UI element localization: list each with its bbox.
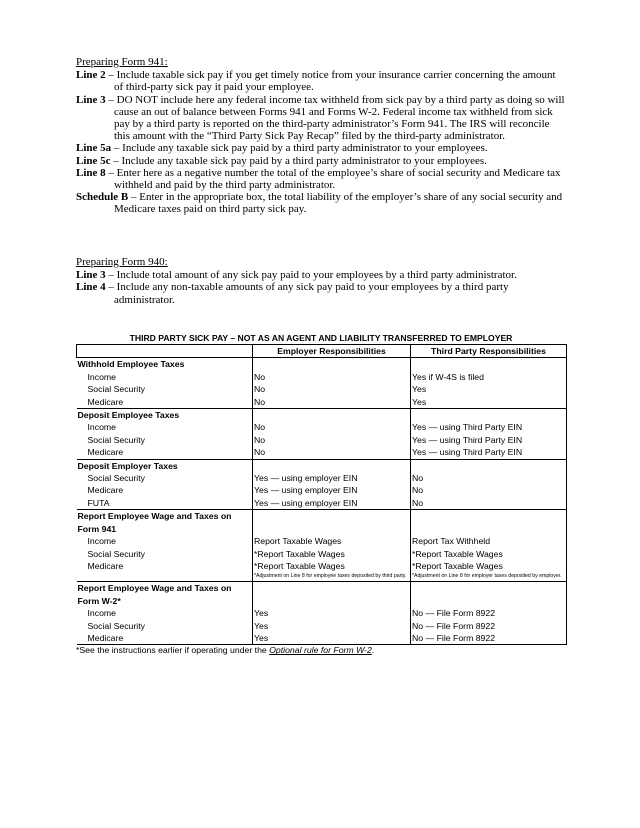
row-item: Income [77, 535, 253, 547]
row-item: Social Security [77, 434, 253, 446]
entry-text: – Enter in the appropriate box, the total liability of the employer’s share of any social security and Medicare taxes paid on third party sick pay. [114, 191, 563, 216]
table-header-row [77, 345, 567, 358]
row-item: Social Security [77, 383, 253, 395]
entry-text: – Enter here as a negative number the total of the employee’s share of social security and Medicare tax withheld and paid by the third party administrator. [105, 166, 561, 192]
group-empty-cell [253, 358, 411, 371]
form-941-entry [76, 142, 566, 154]
table-group-row [77, 409, 567, 422]
row-item: FUTA [77, 497, 253, 510]
sick-pay-table [76, 344, 567, 645]
table-row [77, 421, 567, 433]
third-party-value: No [411, 497, 567, 510]
note-cell: *Adjustment on Line 8 for employee taxes deposited by third party. [253, 572, 411, 582]
employer-value: Yes [253, 607, 411, 619]
employer-value: *Report Taxable Wages [253, 548, 411, 560]
employer-value: No [253, 434, 411, 446]
third-party-value: Yes — using Third Party EIN [411, 446, 567, 459]
entry-text: – Include taxable sick pay if you get timely notice from your insurance carrier concerning the amount of third-party sick pay it paid your employee. [105, 69, 556, 94]
third-party-value: No [411, 472, 567, 484]
table-row [77, 548, 567, 560]
third-party-value: Yes — using Third Party EIN [411, 421, 567, 433]
form-941-entry [76, 69, 566, 93]
table-row [77, 632, 567, 645]
group-empty-cell [253, 582, 411, 607]
table-group-row [77, 510, 567, 535]
table-row [77, 472, 567, 484]
group-name: Deposit Employer Taxes [77, 459, 253, 472]
form-941-entry [76, 167, 566, 191]
entry-label: Line 3 [76, 93, 106, 106]
entry-text: – Include total amount of any sick pay paid to your employees by a third party administrator. [105, 269, 517, 282]
entry-label: Line 8 [76, 166, 106, 179]
table-row [77, 371, 567, 383]
form-941-heading: Preparing Form 941: [76, 56, 168, 68]
employer-value: Yes [253, 620, 411, 632]
group-name: Withhold Employee Taxes [77, 358, 253, 371]
entry-label: Line 4 [76, 281, 106, 294]
table-title: THIRD PARTY SICK PAY – NOT AS AN AGENT AND LIABILITY TRANSFERRED TO EMPLOYER [129, 333, 513, 343]
note-cell: *Adjustment on Line 8 for employer taxes deposited by employer. [411, 572, 567, 582]
employer-value: Yes — using employer EIN [253, 472, 411, 484]
employer-value: Yes [253, 632, 411, 645]
group-empty-cell [411, 510, 567, 535]
row-item: Social Security [77, 548, 253, 560]
header-third-party: Third Party Responsibilities [411, 345, 567, 358]
table-row [77, 396, 567, 409]
third-party-value: No [411, 484, 567, 496]
row-item: Income [77, 421, 253, 433]
group-empty-cell [253, 409, 411, 422]
form-941-section [76, 56, 566, 216]
group-empty-cell [411, 358, 567, 371]
row-item: Social Security [77, 472, 253, 484]
form-940-entries [76, 269, 566, 306]
third-party-value: No — File Form 8922 [411, 607, 567, 619]
table-body [77, 358, 567, 645]
form-940-heading: Preparing Form 940: [76, 256, 168, 268]
entry-text: – Include any taxable sick pay paid by a third party administrator to your employees. [110, 154, 487, 167]
employer-value: No [253, 396, 411, 409]
form-940-entry [76, 269, 566, 281]
row-item: Income [77, 371, 253, 383]
third-party-value: No — File Form 8922 [411, 620, 567, 632]
table-row [77, 620, 567, 632]
header-employer: Employer Responsibilities [253, 345, 411, 358]
header-blank [77, 345, 253, 358]
footnote-suffix: . [371, 645, 375, 656]
row-item: Medicare [77, 396, 253, 409]
entry-label: Line 2 [76, 69, 106, 82]
table-group-row [77, 459, 567, 472]
row-item: Social Security [77, 620, 253, 632]
employer-value: No [253, 421, 411, 433]
table-row [77, 434, 567, 446]
employer-value: Report Taxable Wages [253, 535, 411, 547]
third-party-value: Yes — using Third Party EIN [411, 434, 567, 446]
entry-label: Line 5a [76, 142, 112, 155]
entry-label: Line 5c [76, 154, 111, 167]
entry-text: – Include any taxable sick pay paid by a third party administrator to your employees. [111, 142, 488, 155]
form-940-section [76, 256, 566, 306]
third-party-value: *Report Taxable Wages [411, 548, 567, 560]
form-941-entry [76, 94, 566, 143]
third-party-value: No — File Form 8922 [411, 632, 567, 645]
form-941-entry [76, 191, 566, 215]
table-row [77, 560, 567, 572]
entry-text: – DO NOT include here any federal income tax withheld from sick pay by a third party as doing so will cause an out of balance between Forms 941 and Forms W-2. Federal income tax withheld from sick pay by a third party is reported on the third-party administrator’s Form 941. The IRS will reconcile this amount with the “Third Party Sick Pay Recap” filed by the third-party administrator. [105, 93, 565, 143]
group-empty-cell [411, 459, 567, 472]
row-item: Medicare [77, 560, 253, 572]
table-row [77, 484, 567, 496]
entry-label: Line 3 [76, 269, 106, 282]
employer-value: Yes — using employer EIN [253, 484, 411, 496]
group-empty-cell [411, 582, 567, 607]
group-empty-cell [253, 459, 411, 472]
entry-label: Schedule B [76, 191, 129, 204]
form-941-entries [76, 69, 566, 215]
table-group-row [77, 582, 567, 607]
employer-value: No [253, 383, 411, 395]
table-row [77, 497, 567, 510]
employer-value: No [253, 371, 411, 383]
table-footnote [76, 645, 566, 656]
table-group-row [77, 358, 567, 371]
third-party-value: Report Tax Withheld [411, 535, 567, 547]
optional-rule-link[interactable]: Optional rule for Form W-2 [269, 645, 372, 656]
third-party-value: *Report Taxable Wages [411, 560, 567, 572]
row-item: Medicare [77, 632, 253, 645]
third-party-value: Yes [411, 396, 567, 409]
group-name: Deposit Employee Taxes [77, 409, 253, 422]
form-941-entry [76, 155, 566, 167]
third-party-value: Yes if W-4S is filed [411, 371, 567, 383]
table-row [77, 383, 567, 395]
third-party-value: Yes [411, 383, 567, 395]
employer-value: *Report Taxable Wages [253, 560, 411, 572]
row-item: Medicare [77, 446, 253, 459]
row-item: Medicare [77, 484, 253, 496]
table-row [77, 607, 567, 619]
table-row [77, 446, 567, 459]
footnote-prefix: *See the instructions earlier if operating under the [76, 645, 270, 656]
employer-value: No [253, 446, 411, 459]
note-cell [77, 572, 253, 582]
row-item: Income [77, 607, 253, 619]
group-empty-cell [253, 510, 411, 535]
group-name: Report Employee Wage and Taxes on Form W-2* [77, 582, 253, 607]
entry-text: – Include any non-taxable amounts of any sick pay paid to your employees by a third party administrator. [105, 281, 509, 306]
form-940-entry [76, 281, 566, 305]
group-empty-cell [411, 409, 567, 422]
sick-pay-table-section [76, 333, 566, 656]
group-name: Report Employee Wage and Taxes on Form 941 [77, 510, 253, 535]
table-note-row [77, 572, 567, 582]
table-row [77, 535, 567, 547]
employer-value: Yes — using employer EIN [253, 497, 411, 510]
